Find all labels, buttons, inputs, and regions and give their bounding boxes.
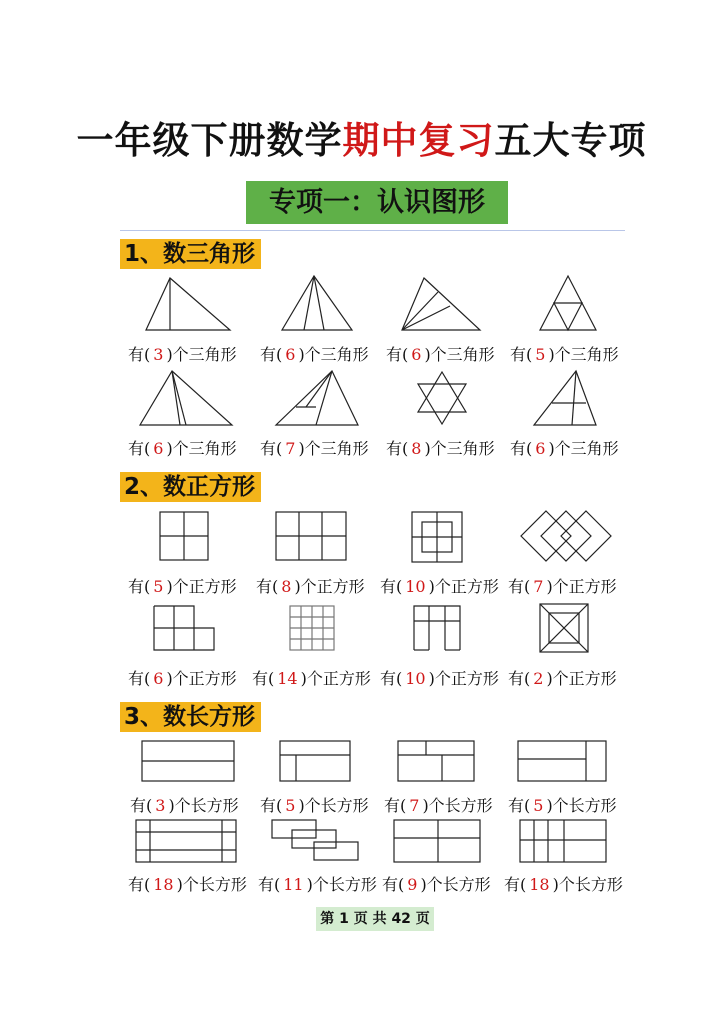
triangle-figure bbox=[140, 272, 232, 334]
answer-caption: 有( 6 )个三角形 bbox=[128, 439, 237, 458]
answer-caption: 有( 5 )个长方形 bbox=[260, 796, 369, 815]
answer-caption: 有( 7 )个正方形 bbox=[508, 577, 617, 596]
answer-caption: 有( 10 )个正方形 bbox=[380, 577, 499, 596]
square-figure bbox=[412, 604, 462, 652]
square-figure bbox=[158, 510, 210, 562]
section-heading-squares: 2、数正方形 bbox=[120, 472, 261, 502]
answer-caption: 有( 18 )个长方形 bbox=[128, 875, 247, 894]
triangle-figure bbox=[398, 272, 484, 334]
page-title: 一年级下册数学期中复习五大专项 bbox=[76, 119, 647, 162]
triangle-figure bbox=[136, 367, 236, 429]
page-number: 第 1 页 共 42 页 bbox=[316, 907, 434, 931]
answer-caption: 有( 8 )个正方形 bbox=[256, 577, 365, 596]
answer-caption: 有( 5 )个长方形 bbox=[508, 796, 617, 815]
answer-caption: 有( 6 )个三角形 bbox=[510, 439, 619, 458]
square-figure bbox=[538, 602, 590, 654]
rectangle-figure bbox=[278, 739, 352, 783]
rectangle-figure bbox=[140, 739, 236, 783]
answer-caption: 有( 14 )个正方形 bbox=[252, 669, 371, 688]
answer-caption: 有( 10 )个正方形 bbox=[380, 669, 499, 688]
subtitle-banner: 专项一：认识图形 bbox=[246, 181, 508, 224]
rectangle-figure bbox=[396, 739, 476, 783]
answer-caption: 有( 2 )个正方形 bbox=[508, 669, 617, 688]
triangle-figure bbox=[536, 272, 600, 334]
rectangle-figure bbox=[518, 818, 608, 864]
triangle-figure bbox=[530, 367, 600, 429]
rectangle-figure bbox=[134, 818, 238, 864]
section-heading-triangles: 1、数三角形 bbox=[120, 239, 261, 269]
answer-caption: 有( 7 )个长方形 bbox=[384, 796, 493, 815]
answer-caption: 有( 5 )个三角形 bbox=[510, 345, 619, 364]
rectangle-figure bbox=[516, 739, 608, 783]
grid-figure bbox=[288, 604, 336, 652]
answer-caption: 有( 9 )个长方形 bbox=[382, 875, 491, 894]
answer-caption: 有( 8 )个三角形 bbox=[386, 439, 495, 458]
rectangle-figure bbox=[268, 816, 362, 864]
answer-caption: 有( 18 )个长方形 bbox=[504, 875, 623, 894]
answer-caption: 有( 3 )个长方形 bbox=[130, 796, 239, 815]
square-figure bbox=[274, 510, 348, 562]
rectangle-figure bbox=[392, 818, 482, 864]
section-heading-rectangles: 3、数长方形 bbox=[120, 702, 261, 732]
triangle-figure bbox=[278, 272, 358, 334]
star-figure bbox=[414, 370, 470, 426]
answer-caption: 有( 5 )个正方形 bbox=[128, 577, 237, 596]
answer-caption: 有( 11 )个长方形 bbox=[258, 875, 377, 894]
square-figure bbox=[410, 510, 464, 564]
divider bbox=[120, 230, 625, 231]
triangle-figure bbox=[272, 367, 362, 429]
answer-caption: 有( 3 )个三角形 bbox=[128, 345, 237, 364]
diamond-figure bbox=[516, 508, 616, 564]
answer-caption: 有( 6 )个三角形 bbox=[386, 345, 495, 364]
answer-caption: 有( 7 )个三角形 bbox=[260, 439, 369, 458]
square-figure bbox=[152, 604, 216, 652]
answer-caption: 有( 6 )个三角形 bbox=[260, 345, 369, 364]
answer-caption: 有( 6 )个正方形 bbox=[128, 669, 237, 688]
